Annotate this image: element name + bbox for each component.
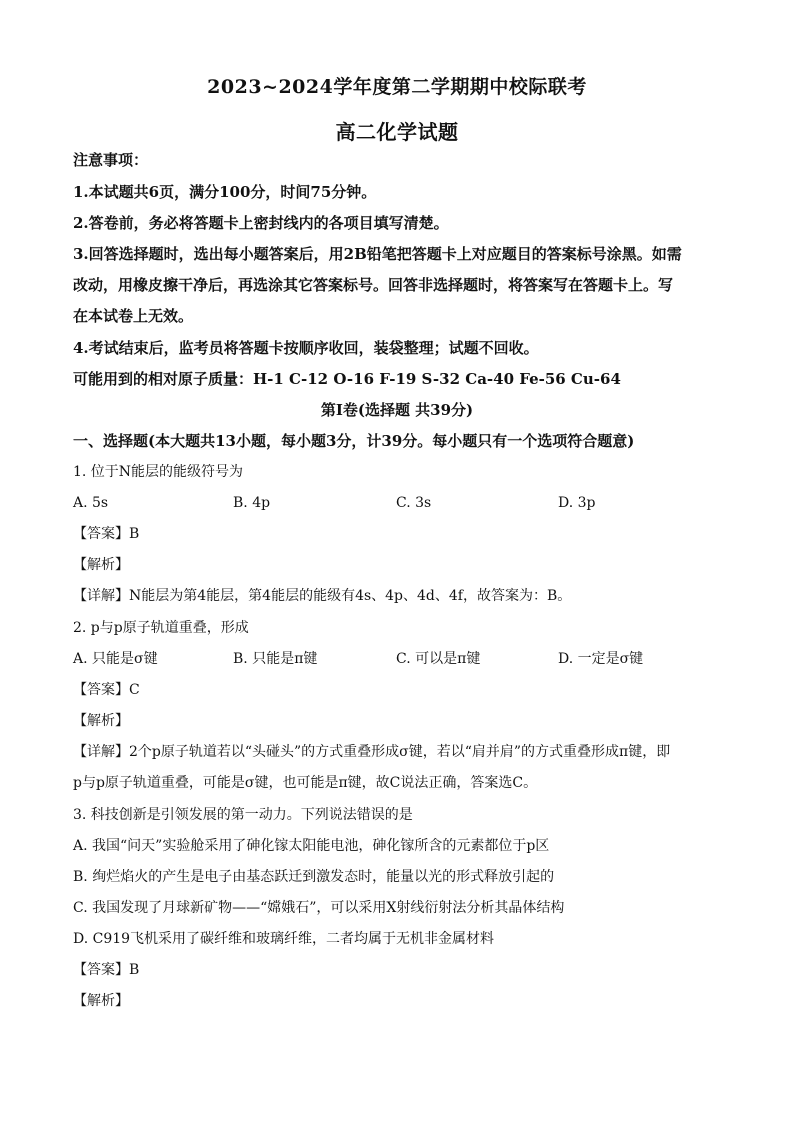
atomic-masses: 可能用到的相对原子质量：H-1 C-12 O-16 F-19 S-32 Ca-40 Fe-56 Cu-64 [73, 370, 621, 388]
q1-option-c: C. 3s [396, 495, 432, 511]
q1-analysis: 【解析】 [73, 557, 129, 573]
q3-answer: 【答案】B [73, 962, 140, 978]
q3-stem: 3. 科技创新是引领发展的第一动力。下列说法错误的是 [73, 807, 413, 823]
q3-option-d: D. C919飞机采用了碳纤维和玻璃纤维，二者均属于无机非金属材料 [73, 931, 495, 947]
q2-analysis: 【解析】 [73, 713, 129, 729]
notice-item-4: 4.考试结束后，监考员将答题卡按顺序收回，装袋整理；试题不回收。 [73, 339, 539, 357]
volume-title: 第Ⅰ卷(选择题 共39分) [320, 401, 474, 419]
q2-stem: 2. p与p原子轨道重叠，形成 [73, 620, 249, 636]
q2-answer: 【答案】C [73, 682, 140, 698]
q3-option-b: B. 绚烂焰火的产生是电子由基态跃迁到激发态时，能量以光的形式释放引起的 [73, 869, 555, 885]
q2-option-b: B. 只能是π键 [233, 651, 318, 667]
q3-option-c: C. 我国发现了月球新矿物——“嫦娥石”，可以采用X射线衍射法分析其晶体结构 [73, 900, 565, 916]
q3-analysis: 【解析】 [73, 993, 129, 1009]
q2-detail-2: p与p原子轨道重叠，可能是σ键，也可能是π键，故C说法正确，答案选C。 [73, 775, 538, 791]
q3-option-a: A. 我国“问天”实验舱采用了砷化镓太阳能电池，砷化镓所含的元素都位于p区 [73, 838, 550, 854]
notice-item-3-end: 在本试卷上无效。 [73, 307, 194, 325]
q2-option-d: D. 一定是σ键 [558, 651, 644, 667]
q1-option-b: B. 4p [233, 495, 271, 511]
notice-item-1: 1.本试题共6页，满分100分，时间75分钟。 [73, 183, 377, 201]
q1-option-d: D. 3p [558, 495, 596, 511]
q1-option-a: A. 5s [73, 495, 109, 511]
part-title: 一、选择题(本大题共13小题，每小题3分，计39分。每小题只有一个选项符合题意) [73, 432, 635, 450]
q2-option-a: A. 只能是σ键 [73, 651, 158, 667]
q1-answer: 【答案】B [73, 526, 140, 542]
notice-item-3: 3.回答选择题时，选出每小题答案后，用2B铅笔把答题卡上对应题目的答案标号涂黑。如需 [73, 245, 682, 263]
q1-detail: 【详解】N能层为第4能层，第4能层的能级有4s、4p、4d、4f，故答案为：B。 [73, 588, 572, 604]
q2-option-c: C. 可以是π键 [396, 651, 481, 667]
notice-heading: 注意事项： [73, 151, 149, 169]
notice-item-2: 2.答卷前，务必将答题卡上密封线内的各项目填写清楚。 [73, 214, 449, 232]
q2-detail-1: 【详解】2个p原子轨道若以“头碰头”的方式重叠形成σ键，若以“肩并肩”的方式重叠形成π键，即 [73, 744, 671, 760]
exam-title: 2023~2024学年度第二学期期中校际联考 [207, 76, 587, 98]
notice-item-3-cont: 改动，用橡皮擦干净后，再选涂其它答案标号。回答非选择题时，将答案写在答题卡上。写 [73, 276, 674, 294]
q1-stem: 1. 位于N能层的能级符号为 [73, 464, 244, 480]
exam-subtitle: 高二化学试题 [335, 120, 459, 144]
